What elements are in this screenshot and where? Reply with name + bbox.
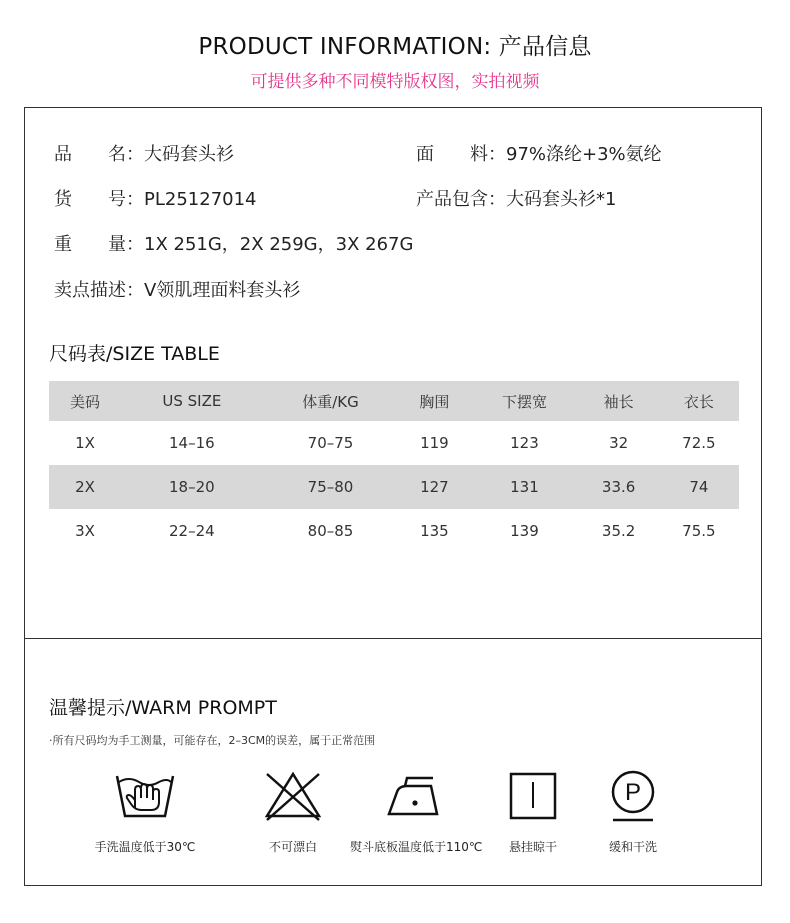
- size-table-title: 尺码表/SIZE TABLE: [49, 343, 220, 365]
- table-cell: 135: [420, 522, 449, 540]
- header-cell: 衣长: [683, 392, 714, 411]
- table-cell: 35.2: [601, 522, 636, 540]
- fabric-value: 97%涤纶+3%氨纶: [506, 144, 662, 165]
- fabric-label: 面 料：: [416, 144, 506, 165]
- table-cell: 80–85: [307, 522, 354, 540]
- table-cell: 14–16: [169, 434, 215, 452]
- weight-label: 重 量：: [54, 234, 144, 255]
- iron-icon: [383, 768, 447, 824]
- table-cell: 72.5: [682, 434, 716, 452]
- header-cell: US SIZE: [162, 392, 222, 410]
- header-cell: 体重/KG: [302, 392, 359, 411]
- table-row: [49, 465, 739, 509]
- table-cell: 74: [689, 478, 709, 496]
- size-table-header: [49, 381, 739, 421]
- table-row: [49, 421, 739, 465]
- care-item-iron: [350, 768, 483, 855]
- table-cell: 3X: [75, 522, 95, 540]
- table-cell: 22–24: [169, 522, 215, 540]
- size-table: [49, 381, 739, 553]
- table-cell: 119: [420, 434, 449, 452]
- table-cell: 32: [609, 434, 629, 452]
- section-divider: [25, 638, 761, 639]
- care-label-iron: 熨斗底板温度低于110℃: [350, 840, 483, 854]
- package-value: 大码套头衫*1: [506, 189, 617, 210]
- header-cell: 胸围: [419, 392, 450, 411]
- table-cell: 1X: [75, 434, 95, 452]
- name-value: 大码套头衫: [144, 144, 234, 165]
- info-row-name: [54, 140, 234, 166]
- header-cell: 袖长: [603, 392, 634, 411]
- dry-clean-p-icon: [601, 768, 665, 824]
- weight-value: 1X 251G，2X 259G，3X 267G: [144, 234, 414, 255]
- hang-dry-icon: [501, 768, 565, 824]
- page-subtitle: 可提供多种不同模特版权图，实拍视频: [250, 72, 540, 92]
- hand-wash-icon: [113, 768, 177, 824]
- selling-value: V领肌理面料套头衫: [144, 280, 301, 301]
- sku-label: 货 号：: [54, 189, 144, 210]
- care-label-dry-clean: 缓和干洗: [608, 840, 657, 854]
- info-row-sku: [54, 185, 257, 211]
- table-cell: 18–20: [169, 478, 215, 496]
- table-cell: 2X: [75, 478, 95, 496]
- selling-label: 卖点描述：: [54, 280, 144, 301]
- measurement-note: ·所有尺码均为手工测量，可能存在，2–3CM的误差，属于正常范围: [49, 734, 376, 747]
- care-item-no-bleach: [228, 768, 358, 855]
- care-item-hand-wash: [80, 768, 210, 855]
- page-title: PRODUCT INFORMATION: 产品信息: [198, 34, 592, 60]
- table-cell: 33.6: [601, 478, 636, 496]
- care-label-hang-dry: 悬挂晾干: [508, 840, 557, 854]
- care-item-dry-clean: [568, 768, 698, 855]
- header-cell: 美码: [70, 392, 101, 411]
- info-panel: [24, 107, 762, 886]
- package-label: 产品包含：: [416, 189, 506, 210]
- sku-value: PL25127014: [144, 189, 257, 210]
- svg-text:P: P: [624, 779, 642, 806]
- warm-prompt-title: 温馨提示/WARM PROMPT: [49, 697, 277, 719]
- info-row-package: [416, 185, 616, 211]
- table-cell: 70–75: [307, 434, 354, 452]
- table-cell: 75–80: [307, 478, 354, 496]
- table-cell: 127: [420, 478, 449, 496]
- header-cell: 下摆宽: [501, 392, 547, 411]
- info-row-selling-point: [54, 276, 300, 302]
- care-label-hand-wash: 手洗温度低于30℃: [94, 840, 196, 854]
- table-cell: 123: [510, 434, 539, 452]
- info-row-fabric: [416, 140, 662, 166]
- table-row: [49, 509, 739, 553]
- table-cell: 131: [510, 478, 539, 496]
- table-cell: 139: [510, 522, 539, 540]
- care-label-no-bleach: 不可漂白: [268, 840, 317, 854]
- no-bleach-icon: [261, 768, 325, 824]
- name-label: 品 名：: [54, 144, 144, 165]
- info-row-weight: [54, 230, 413, 256]
- table-cell: 75.5: [682, 522, 716, 540]
